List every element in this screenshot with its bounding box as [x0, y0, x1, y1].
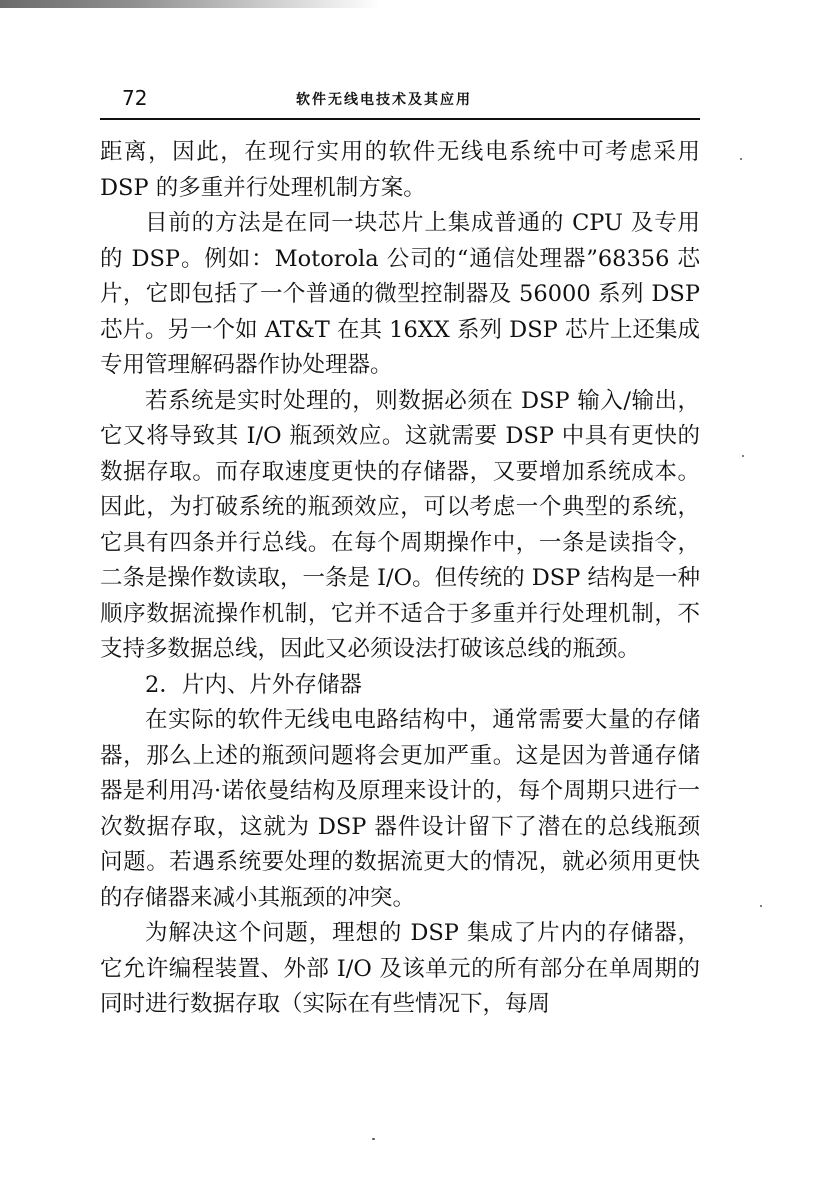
- scan-speck: [760, 905, 762, 907]
- paragraph-io-bottleneck: 若系统是实时处理的，则数据必须在 DSP 输入/输出，它又将导致其 I/O 瓶颈效应。这就需要 DSP 中具有更快的数据存取。而存取速度更快的存储器，又要增加系统成本。因此，为打破系统的瓶颈效应，可以考虑一个典型的系统，它具有四条并行总线。在每个周期操作中，一条是读指令，二条是操作数读取，一条是 I/O。但传统的 DSP 结构是一种顺序数据流操作机制，它并不适合于多重并行处理机制，不支持多数据总线，因此又必须设法打破该总线的瓶颈。: [100, 387, 700, 662]
- scan-speck: [372, 1138, 375, 1140]
- paragraph-cpu-dsp: 目前的方法是在同一块芯片上集成普通的 CPU 及专用的 DSP。例如：Motorola 公司的“通信处理器”68356 芯片，它即包括了一个普通的微型控制器及 56000 系列 DSP 芯片。另一个如 AT&T 在其 16XX 系列 DSP 芯片上还集成专用管理解码器作协处理器。: [100, 210, 700, 378]
- body-text: [100, 135, 700, 1023]
- paragraph-on-chip-memory: 为解决这个问题，理想的 DSP 集成了片内的存储器，它允许编程装置、外部 I/O 及该单元的所有部分在单周期的同时进行数据存取（实际在有些情况下，每周: [100, 920, 700, 1017]
- page-number: 72: [122, 86, 148, 110]
- paragraph-memory: 在实际的软件无线电电路结构中，通常需要大量的存储器，那么上述的瓶颈问题将会更加严重。这是因为普通存储器是利用冯·诺依曼结构及原理来设计的，每个周期只进行一次数据存取，这就为 DSP 器件设计留下了潜在的总线瓶颈问题。若遇系统要处理的数据流更大的情况，就必须用更快的存储器来减小其瓶颈的冲突。: [100, 707, 700, 911]
- scan-edge-artifact: [0, 0, 380, 8]
- running-title: 软件无线电技术及其应用: [296, 92, 472, 108]
- paragraph-continued: 距离，因此，在现行实用的软件无线电系统中可考虑采用 DSP 的多重并行处理机制方案。: [100, 139, 700, 201]
- scan-speck: [742, 455, 744, 457]
- section-heading-memory: 2．片内、片外存储器: [145, 671, 362, 698]
- scan-speck: [740, 158, 742, 160]
- page-header: [100, 84, 700, 120]
